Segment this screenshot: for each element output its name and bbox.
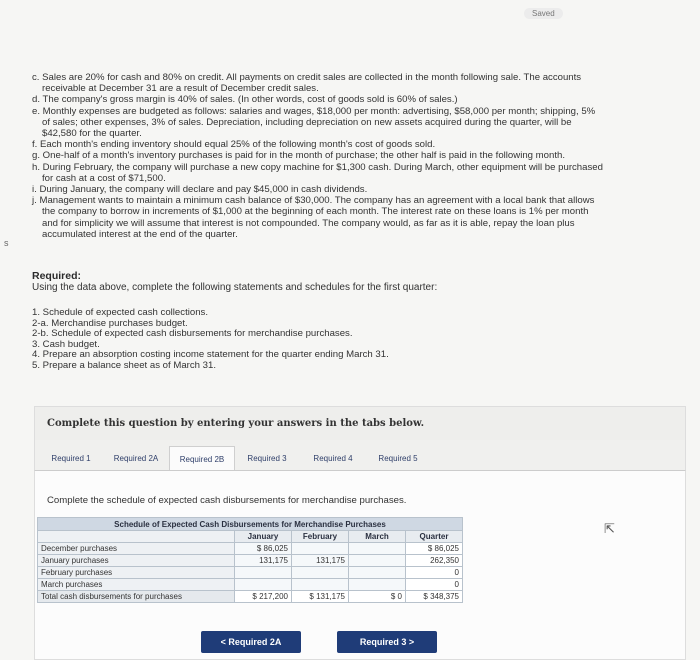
problem-line: receivable at December 31 are a result of December credit sales. [42, 83, 319, 95]
required-item: 2-b. Schedule of expected cash disbursements for merchandise purchases. [32, 328, 353, 340]
cell-value: 262,350 [406, 555, 463, 567]
row-label-february-purchases: February purchases [38, 567, 235, 579]
cell-input[interactable]: $ 86,025 [235, 543, 292, 555]
prev-required-2a-button[interactable]: < Required 2A [201, 631, 301, 653]
problem-line: d. The company's gross margin is 40% of sales. (In other words, cost of goods sold is 60% of sales.) [32, 94, 458, 106]
tab-required-2b[interactable]: Required 2B [169, 446, 235, 473]
header-spacer [38, 531, 235, 543]
problem-line: f. Each month's ending inventory should equal 25% of the following month's cost of goods sold. [32, 139, 436, 151]
row-label-december-purchases: December purchases [38, 543, 235, 555]
required-item: 2-a. Merchandise purchases budget. [32, 317, 188, 329]
problem-line: j. Management wants to maintain a minimum cash balance of $30,000. The company has an agreement with a local bank that allows [32, 195, 595, 207]
table-row [38, 567, 463, 579]
required-item: 1. Schedule of expected cash collections. [32, 307, 208, 318]
cell-input[interactable]: 131,175 [292, 555, 349, 567]
schedule-title: Schedule of Expected Cash Disbursements for Merchandise Purchases [38, 518, 463, 531]
cell-value: $ 131,175 [292, 591, 349, 603]
complete-instructions-text: Complete this question by entering your answers in the tabs below. [47, 418, 425, 429]
tab-bar [34, 440, 686, 471]
cell-input[interactable] [349, 555, 406, 567]
cell-input[interactable]: 131,175 [235, 555, 292, 567]
tab-required-5[interactable]: Required 5 [378, 454, 418, 463]
tab-panel [34, 470, 686, 660]
required-item: 5. Prepare a balance sheet as of March 31. [32, 359, 216, 371]
column-header-quarter: Quarter [406, 531, 463, 543]
row-label-march-purchases: March purchases [38, 579, 235, 591]
problem-line: accumulated interest at the end of the quarter. [42, 228, 238, 240]
required-intro: Using the data above, complete the following statements and schedules for the first quarter: [32, 282, 438, 293]
cell-input[interactable] [349, 543, 406, 555]
cell-input[interactable] [292, 543, 349, 555]
required-heading: Required: [32, 270, 82, 282]
problem-line: the company to borrow in increments of $1,000 at the beginning of each month. The interest rate on these loans is 1% per month [42, 206, 589, 218]
cell-value: $ 86,025 [406, 543, 463, 555]
row-label-january-purchases: January purchases [38, 555, 235, 567]
cell-value: 0 [406, 579, 463, 591]
table-row [38, 543, 463, 555]
saved-status: Saved [524, 8, 563, 19]
cell-value: $ 348,375 [406, 591, 463, 603]
next-required-3-button[interactable]: Required 3 > [337, 631, 437, 653]
cell-input[interactable] [235, 579, 292, 591]
tab-required-3[interactable]: Required 3 [247, 454, 287, 463]
problem-line: and for simplicity we will assume that interest is not compounded. The company would, as far as it is able, repay the loan plus [42, 217, 575, 229]
margin-mark: s [4, 238, 9, 248]
problem-line: $42,580 for the quarter. [42, 128, 142, 140]
tab-required-2a[interactable]: Required 2A [113, 454, 159, 463]
table-row-total [38, 591, 463, 603]
schedule-instruction: Complete the schedule of expected cash disbursements for merchandise purchases. [47, 495, 407, 506]
cell-input[interactable] [235, 567, 292, 579]
column-header-february: February [292, 531, 349, 543]
column-header-march: March [349, 531, 406, 543]
problem-line: g. One-half of a month's inventory purchases is paid for in the month of purchase; the other half is paid in the following month. [32, 150, 565, 162]
complete-instructions-bar [34, 406, 686, 442]
cell-input[interactable] [349, 567, 406, 579]
problem-line: i. During January, the company will declare and pay $45,000 in cash dividends. [32, 184, 368, 196]
problem-line: e. Monthly expenses are budgeted as follows: salaries and wages, $18,000 per month: advertising, $58,000 per month; shipping, 5% [32, 105, 596, 117]
table-row [38, 555, 463, 567]
required-list [32, 308, 389, 372]
tab-required-4[interactable]: Required 4 [313, 454, 353, 463]
problem-line: h. During February, the company will purchase a new copy machine for $1,300 cash. During March, other equipment will be purchased [32, 161, 603, 173]
cell-value: 0 [406, 567, 463, 579]
problem-line: of sales; other expenses, 3% of sales. Depreciation, including depreciation on new assets acquired during the quarter, will be [42, 116, 572, 128]
cell-input[interactable] [292, 579, 349, 591]
mouse-cursor-icon: ⇱ [604, 521, 615, 536]
column-header-january: January [235, 531, 292, 543]
problem-line: c. Sales are 20% for cash and 80% on credit. All payments on credit sales are collected in the month following sale. The accounts [32, 72, 582, 83]
tab-required-1[interactable]: Required 1 [51, 454, 91, 463]
row-label-total-disbursements: Total cash disbursements for purchases [38, 591, 235, 603]
disbursements-schedule-table [37, 517, 463, 603]
table-row [38, 579, 463, 591]
cell-value: $ 0 [349, 591, 406, 603]
cell-input[interactable] [292, 567, 349, 579]
required-item: 4. Prepare an absorption costing income statement for the quarter ending March 31. [32, 349, 389, 361]
cell-input[interactable] [349, 579, 406, 591]
required-item: 3. Cash budget. [32, 338, 100, 350]
cell-value: $ 217,200 [235, 591, 292, 603]
problem-text [32, 72, 696, 240]
problem-line: for cash at a cost of $71,500. [42, 172, 166, 184]
